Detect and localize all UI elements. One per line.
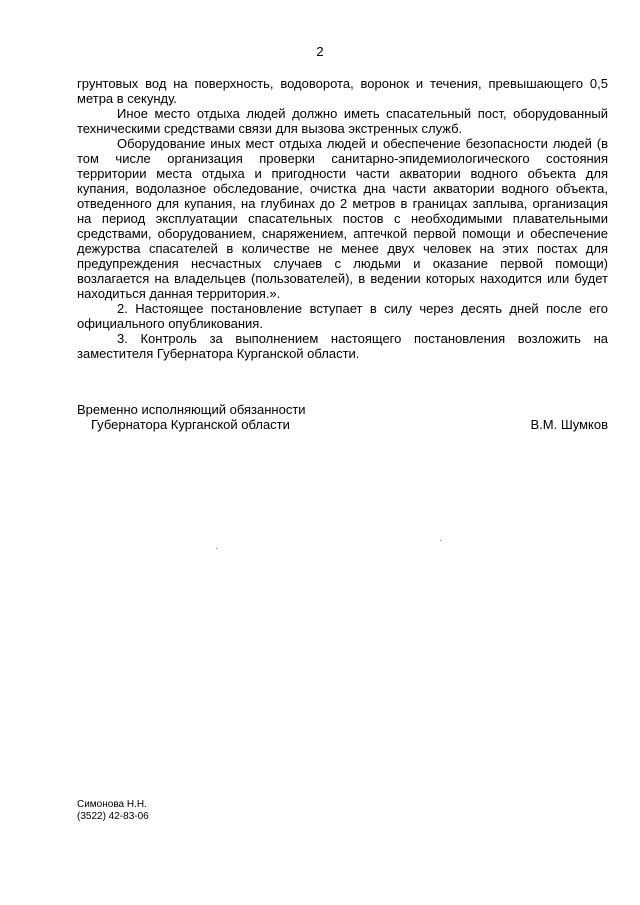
document-body (77, 76, 608, 361)
signatory-position-line2: Губернатора Курганской области (91, 417, 290, 432)
signature-row (77, 417, 608, 432)
scan-speck (216, 548, 217, 549)
paragraph-effective-date: 2. Настоящее постановление вступает в силу через десять дней после его официального опубликования. (77, 301, 608, 331)
paragraph-equipment-safety: Оборудование иных мест отдыха людей и обеспечение безопасности людей (в том числе организация проверки санитарно-эпидемиологического состояния территории места отдыха и пригодности части акватории водного объекта для купания, водолазное обследование, очистка дна части акватории водного объекта, отведенного для купания, на глубинах до 2 метров в границах заплыва, организация на период эксплуатации спасательных постов с необходимыми плавательными средствами, оборудованием, снаряжением, аптечкой первой помощи и обеспечение дежурства спасателей в количестве не менее двух человек на этих постах для предупреждения несчастных случаев с людьми и оказание первой помощи) возлагается на владельцев (пользователей), в ведении которых находится или будет находиться данная территория.». (77, 136, 608, 301)
scan-speck (440, 540, 441, 541)
contact-phone: (3522) 42-83-06 (77, 811, 149, 822)
paragraph-control: 3. Контроль за выполнением настоящего постановления возложить на заместителя Губернатора Курганской области. (77, 331, 608, 361)
signatory-name: В.М. Шумков (530, 417, 608, 432)
signatory-position-line1: Временно исполняющий обязанности (77, 402, 306, 417)
contact-name: Симонова Н.Н. (77, 799, 147, 810)
paragraph-rescue-post: Иное место отдыха людей должно иметь спасательный пост, оборудованный техническими средствами связи для вызова экстренных служб. (77, 106, 608, 136)
contact-block (77, 799, 149, 823)
signature-block (77, 402, 608, 432)
paragraph-continuation: грунтовых вод на поверхность, водоворота, воронок и течения, превышающего 0,5 метра в секунду. (77, 76, 608, 106)
page-number: 2 (316, 44, 324, 59)
